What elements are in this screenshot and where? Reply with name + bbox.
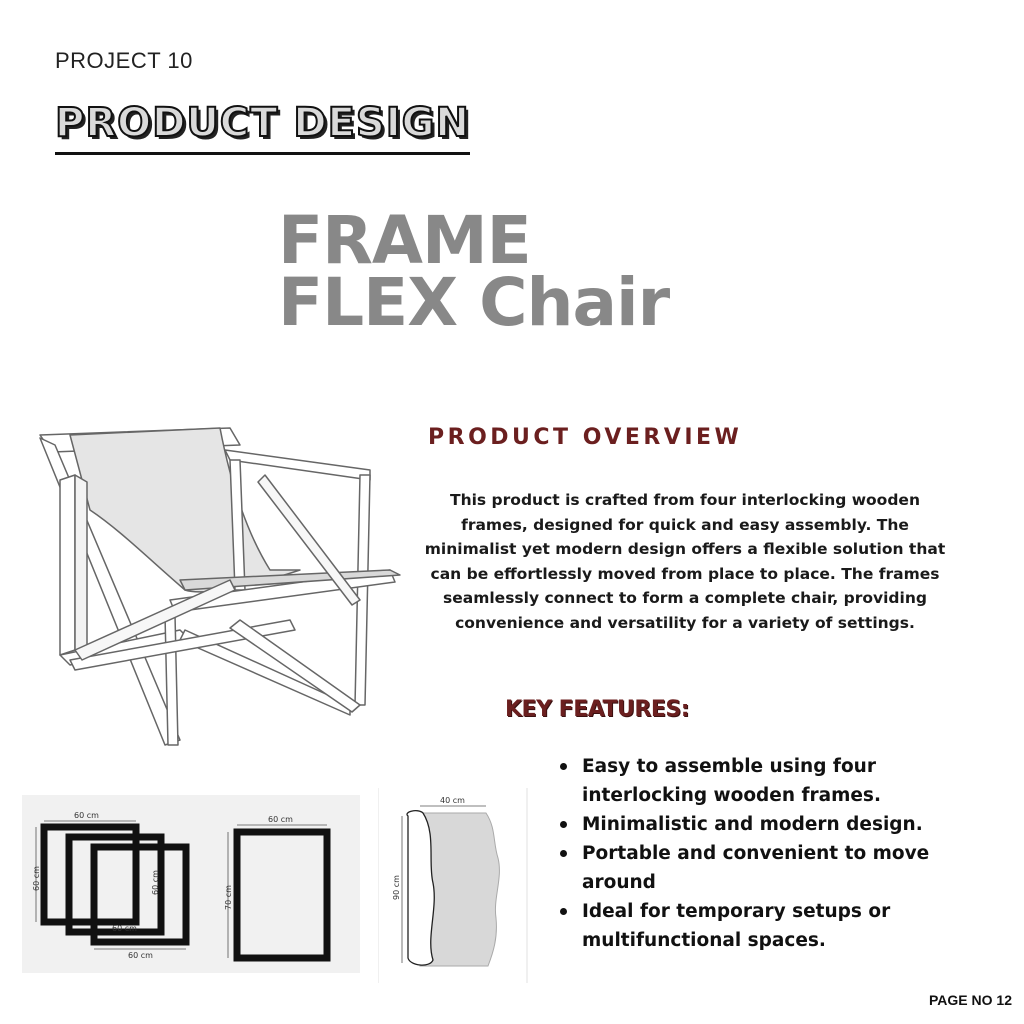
feature-item: Easy to assemble using four interlocking wooden frames.	[555, 752, 1005, 810]
seat-side-dim: 90 cm	[392, 875, 401, 900]
feature-item: Ideal for temporary setups or multifunctional spaces.	[555, 897, 1005, 955]
page-number: PAGE NO 12	[929, 992, 1012, 1008]
features-list	[555, 752, 1005, 955]
overview-heading: PRODUCT OVERVIEW	[428, 425, 743, 450]
frames-diagram	[22, 795, 360, 973]
product-name-line-1: FRAME	[278, 202, 531, 279]
product-name	[278, 202, 670, 341]
overview-body: This product is crafted from four interlocking wooden frames, designed for quick and easy assembly. The minimalist yet modern design offers a flexible solution that can be effortlessly moved from place to place. The frames seamlessly connect to form a complete chair, providing convenience and versatility for a variety of settings.	[424, 491, 946, 632]
project-label: PROJECT 10	[55, 48, 193, 73]
chair-illustration	[30, 420, 410, 760]
frames-bottom-dim: 60 cm	[128, 951, 153, 960]
single-frame-top-dim: 60 cm	[268, 815, 293, 824]
frames-left-dim: 60 cm	[32, 866, 41, 891]
single-frame-side-dim: 70 cm	[224, 885, 233, 910]
features-heading: KEY FEATURES:	[505, 697, 690, 722]
product-name-line-2: FLEX Chair	[278, 264, 670, 341]
seat-fabric-outline	[407, 811, 434, 965]
chair-left-leg	[60, 475, 75, 655]
frames-inner-dim: 60 cm	[151, 870, 160, 895]
frames-bottom-inner-dim: 60 cm	[112, 924, 137, 933]
feature-item: Minimalistic and modern design.	[555, 810, 1005, 839]
frames-top-dim: 60 cm	[74, 811, 99, 820]
chair-right-arm	[225, 450, 370, 480]
feature-item: Portable and convenient to move around	[555, 839, 1005, 897]
seat-fabric-diagram	[378, 788, 528, 983]
page-title: PRODUCT DESIGN	[55, 100, 470, 155]
seat-top-dim: 40 cm	[440, 796, 465, 805]
